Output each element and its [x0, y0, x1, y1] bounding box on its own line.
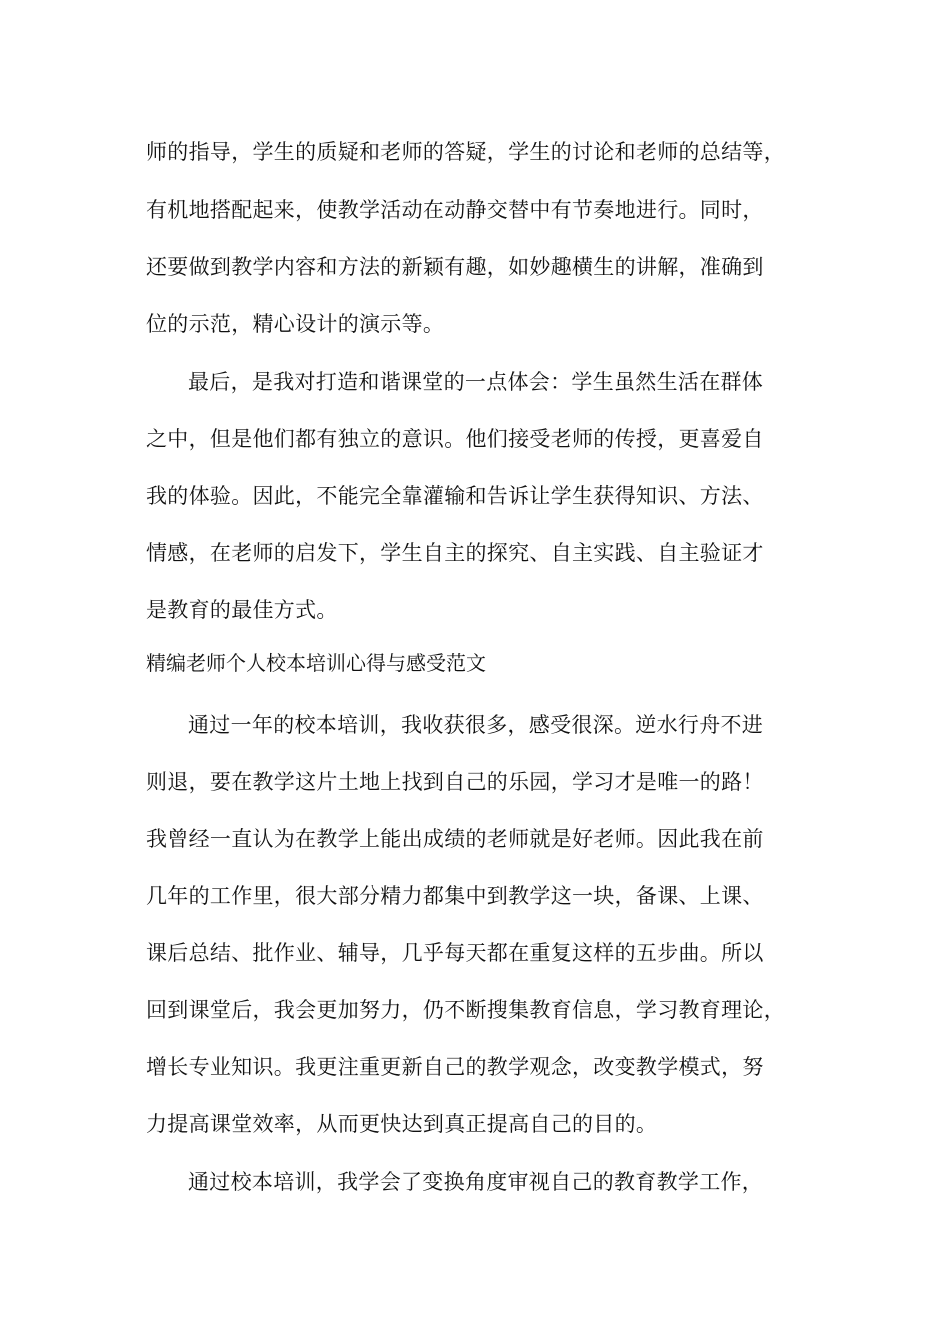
section-heading: 精编老师个人校本培训心得与感受范文 — [146, 651, 486, 675]
text-line: 回到课堂后，我会更加努力，仍不断搜集教育信息，学习教育理论， — [146, 998, 785, 1022]
text-line: 课后总结、批作业、辅导，几乎每天都在重复这样的五步曲。所以 — [146, 941, 764, 965]
text-line: 我曾经一直认为在教学上能出成绩的老师就是好老师。因此我在前 — [146, 827, 764, 851]
text-line: 几年的工作里，很大部分精力都集中到教学这一块，备课、上课、 — [146, 884, 764, 908]
text-line: 则退，要在教学这片土地上找到自己的乐园，学习才是唯一的路！ — [146, 770, 764, 794]
text-line: 情感，在老师的启发下，学生自主的探究、自主实践、自主验证才 — [146, 541, 764, 565]
text-line: 位的示范，精心设计的演示等。 — [146, 312, 445, 336]
text-line: 最后，是我对打造和谐课堂的一点体会：学生虽然生活在群体 — [188, 370, 764, 394]
text-line: 还要做到教学内容和方法的新颖有趣，如妙趣横生的讲解，准确到 — [146, 255, 764, 279]
text-line: 是教育的最佳方式。 — [146, 598, 338, 622]
text-line: 我的体验。因此，不能完全靠灌输和告诉让学生获得知识、方法、 — [146, 484, 764, 508]
text-line: 有机地搭配起来，使教学活动在动静交替中有节奏地进行。同时， — [146, 198, 764, 222]
text-line: 师的指导，学生的质疑和老师的答疑，学生的讨论和老师的总结等， — [146, 140, 785, 164]
text-line: 之中，但是他们都有独立的意识。他们接受老师的传授，更喜爱自 — [146, 427, 764, 451]
text-line: 增长专业知识。我更注重更新自己的教学观念，改变教学模式，努 — [146, 1055, 764, 1079]
text-line: 通过一年的校本培训，我收获很多，感受很深。逆水行舟不进 — [188, 713, 764, 737]
text-line: 力提高课堂效率，从而更快达到真正提高自己的目的。 — [146, 1112, 658, 1136]
text-line: 通过校本培训，我学会了变换角度审视自己的教育教学工作， — [188, 1170, 764, 1194]
